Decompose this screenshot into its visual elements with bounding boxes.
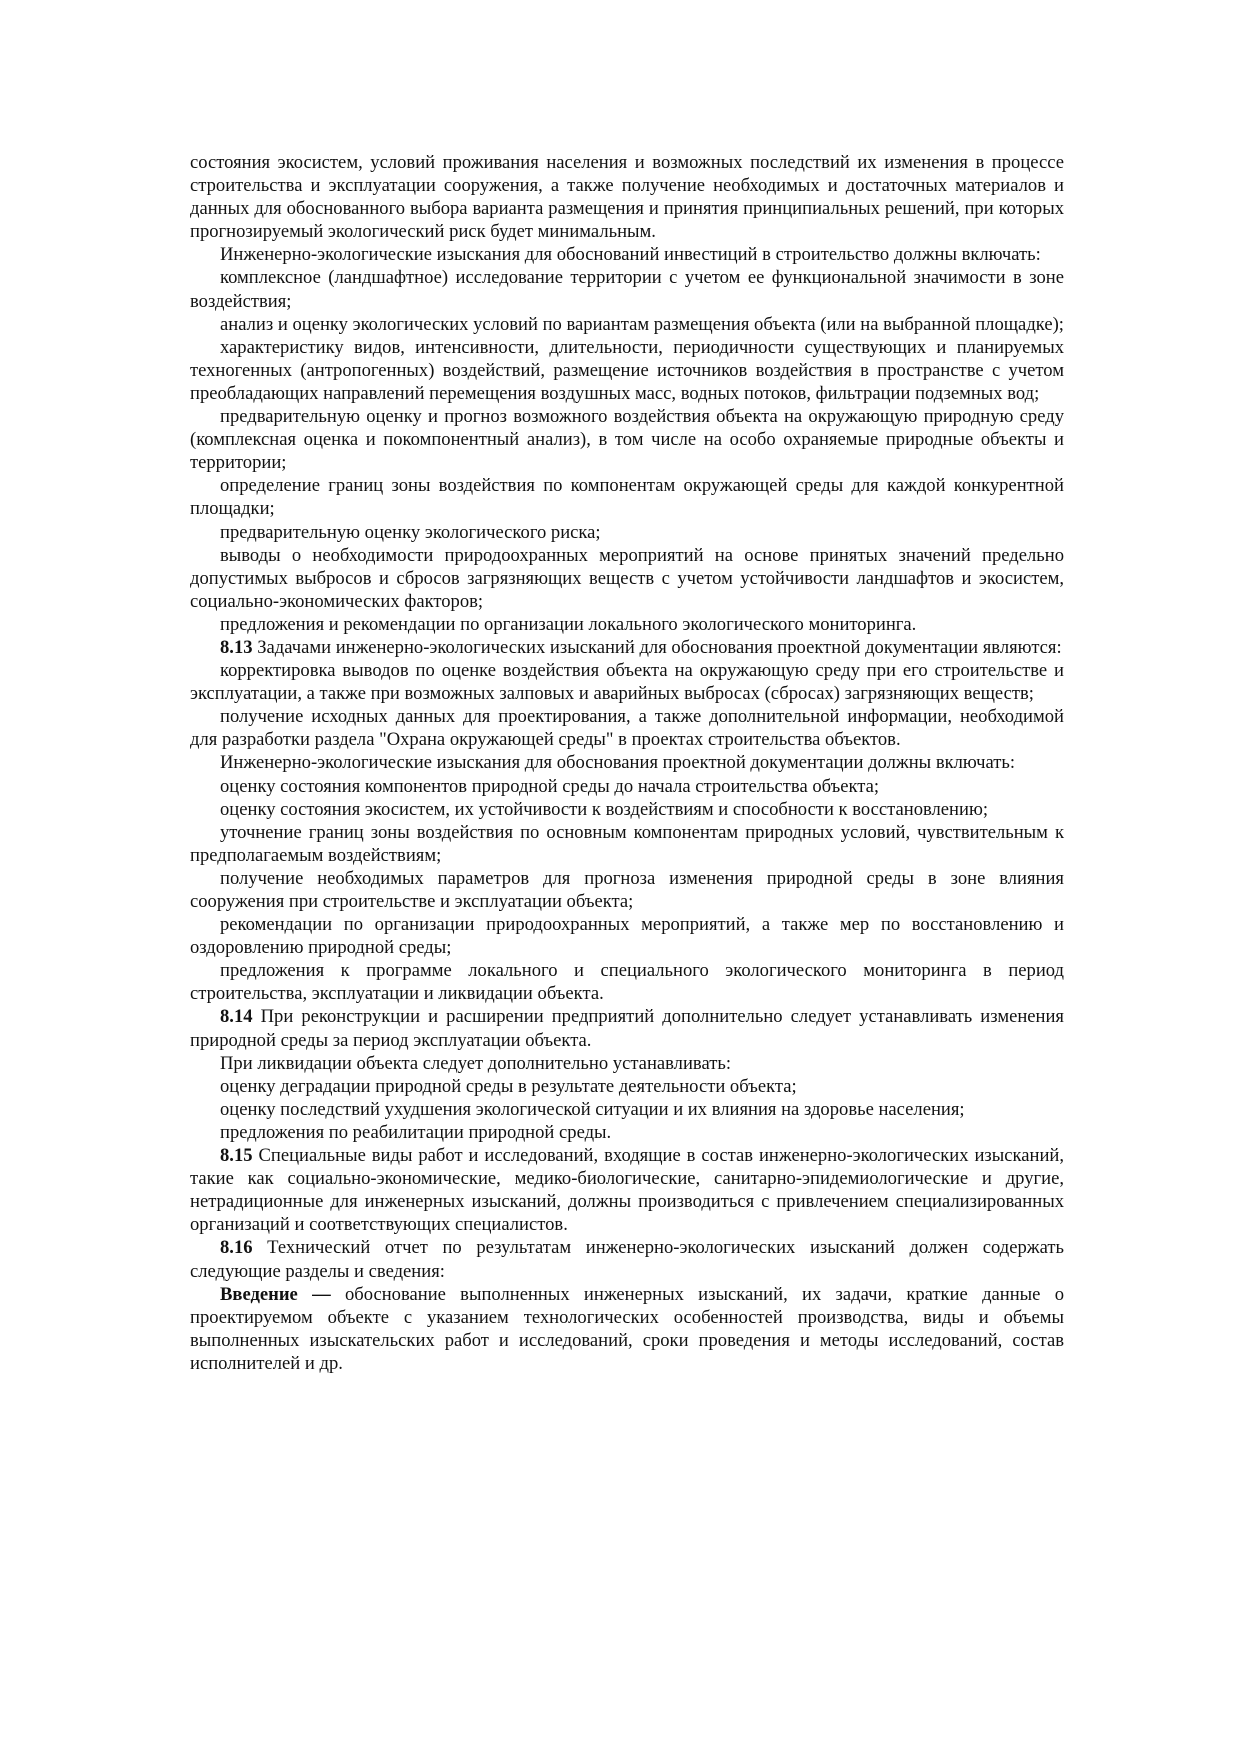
paragraph: [190, 1236, 1064, 1282]
paragraph-text: оценку состояния экосистем, их устойчивости к воздействиям и способности к восстановлению;: [220, 798, 989, 820]
paragraph-text: обоснование выполненных инженерных изысканий, их задачи, краткие данные о проектируемом объекте с указанием технологических особенностей производства, виды и объемы выполненных изыскательских работ и исследований, сроки проведения и методы исследований, состав исполнителей и др.: [190, 1283, 1065, 1374]
paragraph-text: получение необходимых параметров для прогноза изменения природной среды в зоне влияния сооружения при строительстве и эксплуатации объекта;: [190, 867, 1064, 912]
paragraph: [190, 1098, 1064, 1121]
paragraph: [190, 705, 1064, 751]
paragraph-text: предварительную оценку и прогноз возможного воздействия объекта на окружающую природную среду (комплексная оценка и покомпонентный анализ), в том числе на особо охраняемые природные объекты и территории;: [190, 406, 1064, 474]
paragraph-text: оценку последствий ухудшения экологической ситуации и их влияния на здоровье населения;: [220, 1098, 965, 1120]
paragraph-text: При реконструкции и расширении предприятий дополнительно следует устанавливать изменения природной среды за период эксплуатации объекта.: [190, 1006, 1064, 1051]
paragraph: [190, 1283, 1064, 1375]
paragraph-text: При ликвидации объекта следует дополнительно устанавливать:: [220, 1052, 731, 1074]
paragraph: [190, 913, 1064, 959]
paragraph-text: состояния экосистем, условий проживания населения и возможных последствий их изменения в процессе строительства и эксплуатации сооружения, а также получение необходимых и достаточных материалов и данных для обоснованного выбора варианта размещения и принятия принципиальных решений, при которых прогнозируемый экологический риск будет минимальным.: [190, 152, 1064, 243]
paragraph: [190, 821, 1064, 867]
paragraph-text: предложения по реабилитации природной среды.: [220, 1121, 612, 1143]
paragraph: [190, 659, 1064, 705]
paragraph: [190, 959, 1064, 1005]
paragraph-text: уточнение границ зоны воздействия по основным компонентам природных условий, чувствительным к предполагаемым воздействиям;: [190, 821, 1064, 866]
paragraph-text: анализ и оценку экологических условий по вариантам размещения объекта (или на выбранной площадке);: [220, 313, 1064, 335]
paragraph-text: Специальные виды работ и исследований, входящие в состав инженерно-экологических изысканий, такие как социально-экономические, медико-биологические, санитарно-эпидемиологические и другие, нетрадиционные для инженерных изысканий, должны производиться с привлечением специализированных организаций и соответствующих специалистов.: [190, 1145, 1064, 1236]
paragraph: [190, 798, 1064, 821]
paragraph: [190, 1005, 1064, 1051]
paragraph-text: оценку состояния компонентов природной среды до начала строительства объекта;: [220, 775, 880, 797]
paragraph-text: оценку деградации природной среды в результате деятельности объекта;: [220, 1075, 797, 1097]
paragraph-text: предложения к программе локального и специального экологического мониторинга в период строительства, эксплуатации и ликвидации объекта.: [190, 960, 1064, 1005]
paragraph-text: Технический отчет по результатам инженерно-экологических изысканий должен содержать следующие разделы и сведения:: [190, 1237, 1064, 1282]
paragraph: [190, 336, 1064, 405]
paragraph-text: комплексное (ландшафтное) исследование территории с учетом ее функциональной значимости в зоне воздействия;: [190, 267, 1064, 312]
paragraph: [190, 544, 1064, 613]
bold-text: 8.14: [220, 1006, 253, 1028]
paragraph-text: определение границ зоны воздействия по компонентам окружающей среды для каждой конкурентной площадки;: [190, 475, 1064, 520]
bold-text: Введение —: [220, 1283, 331, 1305]
bold-text: 8.16: [220, 1237, 253, 1259]
paragraph-text: выводы о необходимости природоохранных мероприятий на основе принятых значений предельно допустимых выбросов и сбросов загрязняющих веществ с учетом устойчивости ландшафтов и экосистем, социально-экономических факторов;: [190, 544, 1064, 612]
paragraph: [190, 613, 1064, 636]
paragraph-text: Задачами инженерно-экологических изысканий для обоснования проектной документации являются:: [252, 636, 1062, 658]
bold-text: 8.13: [220, 636, 253, 658]
paragraph: [190, 1052, 1064, 1075]
paragraph: [190, 636, 1064, 659]
paragraph: [190, 243, 1064, 266]
paragraph: [190, 1075, 1064, 1098]
paragraph-text: Инженерно-экологические изыскания для обоснований инвестиций в строительство должны включать:: [220, 244, 1041, 266]
paragraph: [190, 151, 1064, 243]
document-body: [190, 151, 1064, 1375]
paragraph: [190, 775, 1064, 798]
paragraph: [190, 1121, 1064, 1144]
bold-text: 8.15: [220, 1145, 253, 1167]
paragraph: [190, 1144, 1064, 1236]
paragraph-text: предварительную оценку экологического риска;: [220, 521, 601, 543]
paragraph: [190, 474, 1064, 520]
paragraph: [190, 867, 1064, 913]
paragraph-text: Инженерно-экологические изыскания для обоснования проектной документации должны включать:: [220, 752, 1015, 774]
paragraph: [190, 266, 1064, 312]
paragraph-text: предложения и рекомендации по организации локального экологического мониторинга.: [220, 613, 917, 635]
paragraph-text: характеристику видов, интенсивности, длительности, периодичности существующих и планируемых техногенных (антропогенных) воздействий, размещение источников воздействия в пространстве с учетом преобладающих направлений перемещения воздушных масс, водных потоков, фильтрации подземных вод;: [190, 336, 1064, 404]
paragraph-text: рекомендации по организации природоохранных мероприятий, а также мер по восстановлению и оздоровлению природной среды;: [190, 914, 1064, 959]
paragraph: [190, 313, 1064, 336]
paragraph: [190, 405, 1064, 474]
paragraph: [190, 751, 1064, 774]
paragraph: [190, 521, 1064, 544]
paragraph-text: получение исходных данных для проектирования, а также дополнительной информации, необходимой для разработки раздела "Охрана окружающей среды" в проектах строительства объектов.: [190, 706, 1064, 751]
paragraph-text: корректировка выводов по оценке воздействия объекта на окружающую среду при его строительстве и эксплуатации, а также при возможных залповых и аварийных выбросах (сбросах) загрязняющих веществ;: [190, 660, 1064, 705]
